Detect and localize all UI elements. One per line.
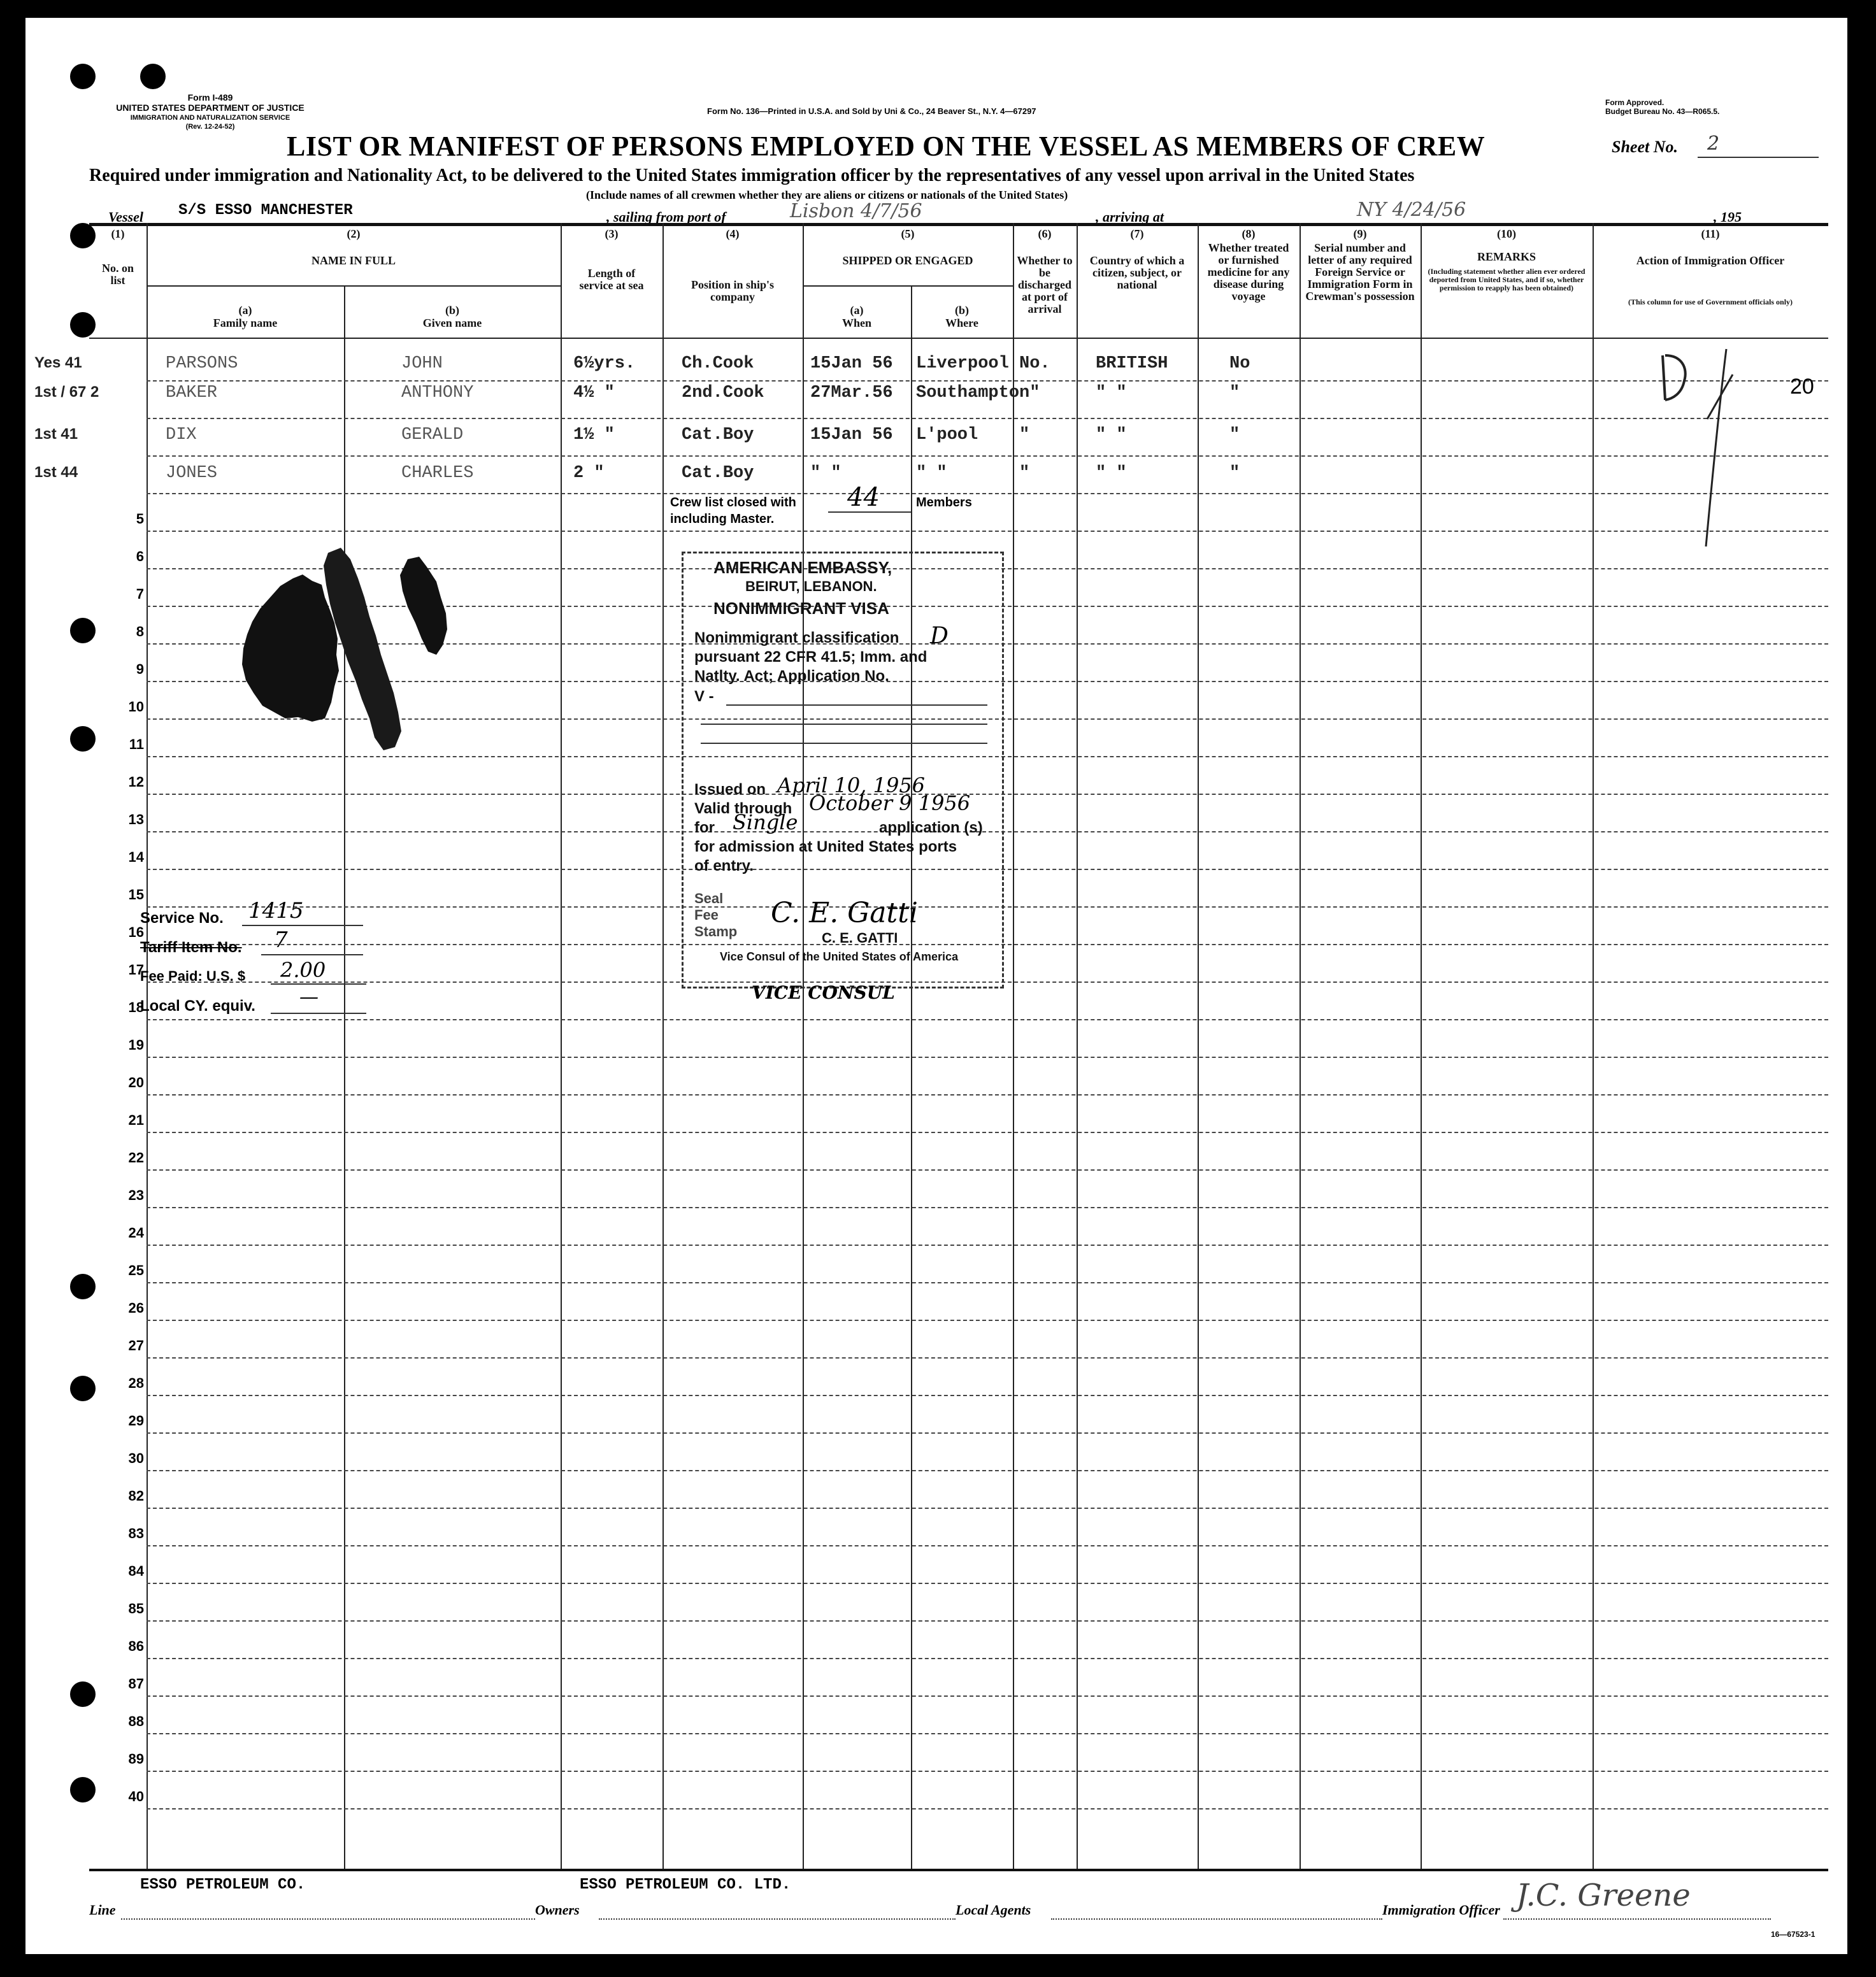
col5a-num: (a) — [850, 304, 864, 317]
col-line-5 — [1013, 223, 1014, 1869]
officer-check-mark — [1656, 336, 1784, 566]
arriving-label: , arriving at — [1096, 209, 1164, 225]
col7-label: Country of which a citizen, subject, or national — [1089, 254, 1185, 291]
crew-country: " " — [1096, 383, 1127, 403]
col5b-label: Where — [945, 317, 978, 329]
row-line — [147, 1545, 1828, 1546]
vessel-name: S/S ESSO MANCHESTER — [178, 202, 353, 219]
crew-closed-label: Crew list closed with — [670, 496, 796, 510]
row-line — [147, 1019, 1828, 1020]
row-line — [147, 1320, 1828, 1321]
row-line — [147, 418, 1828, 419]
crew-shipped-when: " " — [810, 464, 841, 483]
vice-consul-mark: VICE CONSUL — [752, 982, 895, 1003]
row-line — [147, 1733, 1828, 1734]
col6-label: Whether to be discharged at port of arrival — [1017, 254, 1073, 315]
row-line — [147, 1282, 1828, 1283]
crew-service-length: 1½ " — [573, 425, 615, 445]
owners-rule — [599, 1918, 956, 1920]
row-number: 14 — [128, 849, 144, 865]
crew-family-name: DIX — [166, 425, 197, 445]
row-line — [147, 455, 1828, 457]
crew-prefix: 1st 44 — [34, 464, 78, 481]
line-value: ESSO PETROLEUM CO. — [140, 1876, 306, 1894]
col11-note: (This column for use of Government officials only) — [1628, 297, 1793, 306]
agents-rule — [1051, 1918, 1382, 1920]
fee-paid-label: Fee Paid: U.S. $ — [140, 968, 246, 984]
col-line-8 — [1300, 223, 1301, 1869]
fee-paid-value: 2.00 — [280, 958, 326, 982]
binder-hole — [140, 64, 166, 89]
col-line-10 — [1593, 223, 1594, 1869]
row-number: 82 — [128, 1488, 144, 1504]
crew-shipped-when: 27Mar.56 — [810, 383, 893, 403]
binder-hole — [70, 1681, 96, 1707]
col2b-label: Given name — [422, 317, 482, 329]
row-number: 5 — [136, 511, 144, 527]
col-line-1 — [147, 223, 148, 1869]
col5a-label: When — [841, 317, 871, 329]
crew-given-name: ANTHONY — [401, 383, 474, 403]
row-line — [147, 1169, 1828, 1171]
col-line-5a — [911, 285, 912, 1869]
stamp-embassy: AMERICAN EMBASSY, — [713, 558, 892, 577]
subtitle: Required under immigration and Nationality Act, to be delivered to the United States immigration officer by the representatives of any vessel upon arrival in the United States — [89, 166, 1415, 185]
sheet-line — [1698, 157, 1819, 158]
row-line — [147, 1395, 1828, 1396]
stamp-visa: NONIMMIGRANT VISA — [713, 599, 889, 618]
arriving-port: NY 4/24/56 — [1357, 199, 1466, 221]
col1-label: No. on list — [101, 262, 134, 287]
col-line-9 — [1421, 223, 1422, 1869]
page-title: LIST OR MANIFEST OF PERSONS EMPLOYED ON THE VESSEL AS MEMBERS OF CREW — [287, 131, 1486, 162]
col6-num: (6) — [1038, 227, 1052, 240]
col4-num: (4) — [726, 227, 740, 240]
stamp-classification-label: Nonimmigrant classification — [694, 629, 899, 646]
crew-prefix: 1st 41 — [34, 425, 78, 443]
department-name: UNITED STATES DEPARTMENT OF JUSTICE — [116, 103, 304, 113]
row-line — [147, 1094, 1828, 1096]
form-code: 16—67523-1 — [1771, 1930, 1815, 1939]
crew-service-length: 4½ " — [573, 383, 615, 403]
crew-closed-line — [828, 511, 911, 513]
crew-closed-value: 44 — [847, 483, 880, 512]
row-number: 25 — [128, 1262, 144, 1278]
crew-discharge: " — [1019, 464, 1030, 483]
row-number: 26 — [128, 1300, 144, 1316]
col3-num: (3) — [605, 227, 619, 240]
col10-label: REMARKS — [1477, 250, 1536, 263]
row-line — [147, 1357, 1828, 1359]
stamp-line-3 — [701, 743, 987, 744]
row-number: 12 — [128, 774, 144, 790]
tariff-value: 7 — [274, 927, 288, 953]
stamp-seal: Seal — [694, 890, 724, 906]
officer-signature: J.C. Greene — [1516, 1878, 1691, 1913]
budget-bureau: Budget Bureau No. 43—R065.5. — [1605, 107, 1720, 116]
row-line — [147, 1508, 1828, 1509]
binder-hole — [70, 726, 96, 752]
binder-hole — [70, 223, 96, 248]
crew-shipped-when: 15Jan 56 — [810, 425, 893, 445]
stamp-natlty: Natlty. Act; Application No. — [694, 667, 889, 685]
row-line — [147, 1695, 1828, 1697]
crew-family-name: PARSONS — [166, 354, 238, 373]
row-number: 19 — [128, 1037, 144, 1053]
crew-prefix: Yes 41 — [34, 354, 82, 371]
crew-shipped-where: Liverpool — [916, 354, 1009, 373]
service-name: IMMIGRATION AND NATURALIZATION SERVICE — [130, 114, 290, 122]
crew-position: Cat.Boy — [682, 425, 754, 445]
local-cy-label: Local CY. equiv. — [140, 997, 255, 1015]
crew-given-name: CHARLES — [401, 464, 474, 483]
crew-service-length: 2 " — [573, 464, 605, 483]
binder-hole — [70, 1376, 96, 1401]
table-bottom-border — [89, 1869, 1828, 1871]
row-number: 40 — [128, 1788, 144, 1804]
revision-date: (Rev. 12-24-52) — [185, 123, 235, 131]
stamp-entry: of entry. — [694, 857, 754, 874]
row-number: 21 — [128, 1112, 144, 1128]
row-number: 87 — [128, 1676, 144, 1692]
table-top-border — [89, 223, 1828, 226]
crew-given-name: GERALD — [401, 425, 464, 445]
col5-num: (5) — [901, 227, 915, 240]
stamp-valid-value: October 9 1956 — [809, 791, 971, 815]
col2a-label: Family name — [213, 317, 278, 329]
stamp-admission: for admission at United States ports — [694, 838, 957, 855]
stamp-for-value: Single — [733, 810, 798, 834]
row-line — [147, 1432, 1828, 1434]
row-number: 29 — [128, 1413, 144, 1429]
stamp-fee: Fee — [694, 907, 719, 923]
crew-country: " " — [1096, 464, 1127, 483]
col1-num: (1) — [111, 227, 125, 240]
col-line-2 — [561, 223, 562, 1869]
row-line — [147, 1245, 1828, 1246]
service-no-value: 1415 — [248, 898, 304, 924]
stamp-line-1 — [726, 704, 987, 706]
row-number: 84 — [128, 1563, 144, 1579]
stamp-consul-name: C. E. GATTI — [822, 930, 898, 946]
crew-discharge: No. — [1019, 354, 1050, 373]
row-number: 88 — [128, 1713, 144, 1729]
col9-label: Serial number and letter of any required Foreign Service or Immigration Form in Crewman's possession — [1305, 241, 1415, 303]
col3-label: Length of service at sea — [579, 267, 644, 292]
row-number: 28 — [128, 1375, 144, 1391]
crew-shipped-where: " " — [916, 464, 947, 483]
stamp-line-2 — [701, 724, 987, 725]
col5b-num: (b) — [955, 304, 969, 317]
stamp-classification-value: D — [930, 623, 949, 649]
row-number: 15 — [128, 887, 144, 903]
col2-num: (2) — [347, 227, 361, 240]
printer-line: Form No. 136—Printed in U.S.A. and Sold by Uni & Co., 24 Beaver St., N.Y. 4—67297 — [707, 106, 1036, 116]
tariff-label: Tariff Item No. — [140, 939, 242, 956]
row-line — [147, 1808, 1828, 1809]
crew-closed-members: Members — [916, 496, 972, 510]
redaction-blots — [217, 527, 497, 808]
sailing-label: , sailing from port of — [606, 209, 726, 225]
col11-num: (11) — [1701, 227, 1720, 240]
col-line-7 — [1198, 223, 1199, 1869]
binder-hole — [70, 1274, 96, 1299]
stamp-valid-label: Valid through — [694, 800, 792, 817]
crew-treated: No — [1229, 354, 1250, 373]
row-number: 17 — [128, 962, 144, 978]
crew-treated: " — [1229, 383, 1240, 403]
crew-position: Cat.Boy — [682, 464, 754, 483]
col10-note: (Including statement whether alien ever ordered deported from United States, and if so, whether permission to reapply has been obtained) — [1428, 267, 1586, 292]
col4-label: Position in ship's company — [691, 278, 775, 303]
row-number: 6 — [136, 548, 144, 564]
crew-position: Ch.Cook — [682, 354, 754, 373]
row-number: 9 — [136, 661, 144, 677]
col8-num: (8) — [1242, 227, 1256, 240]
row-number: 7 — [136, 586, 144, 602]
crew-family-name: JONES — [166, 464, 218, 483]
row-line — [147, 493, 1828, 494]
side-mark: 20 — [1790, 375, 1814, 399]
officer-label: Immigration Officer — [1382, 1902, 1500, 1918]
row-number: 23 — [128, 1187, 144, 1203]
stamp-application: application (s) — [879, 819, 983, 836]
row-line — [147, 1132, 1828, 1133]
row-line — [147, 1658, 1828, 1659]
stamp-stamp: Stamp — [694, 924, 738, 939]
consul-signature: C. E. Gatti — [771, 897, 918, 929]
vessel-label: Vessel — [108, 209, 143, 225]
row-number: 11 — [129, 736, 144, 752]
subnote: (Include names of all crewmen whether they are aliens or citizens or nationals of the United States) — [586, 189, 1068, 201]
stamp-issued-value: April 10, 1956 — [777, 773, 926, 797]
crew-given-name: JOHN — [401, 354, 443, 373]
form-number: Form I-489 — [187, 92, 233, 103]
form-approved: Form Approved. — [1605, 98, 1665, 107]
row-line — [147, 1620, 1828, 1622]
row-number: 85 — [128, 1601, 144, 1617]
agents-label: Local Agents — [956, 1902, 1031, 1918]
crew-closed-including: including Master. — [670, 512, 775, 526]
crew-treated: " — [1229, 464, 1240, 483]
col-line-3 — [662, 223, 664, 1869]
stamp-pursuant: pursuant 22 CFR 41.5; Imm. and — [694, 648, 927, 666]
tariff-line — [261, 954, 363, 955]
row-number: 27 — [128, 1338, 144, 1353]
row-number: 86 — [128, 1638, 144, 1654]
crew-treated: " — [1229, 425, 1240, 445]
row-number: 18 — [128, 999, 144, 1015]
col2a-num: (a) — [238, 304, 252, 317]
year-label: , 195 — [1714, 209, 1742, 225]
crew-shipped-where: Southampton" — [916, 383, 1040, 403]
row-number: 89 — [128, 1751, 144, 1767]
crew-position: 2nd.Cook — [682, 383, 764, 403]
col8-label: Whether treated or furnished medicine for any disease during voyage — [1207, 241, 1290, 303]
row-number: 83 — [128, 1525, 144, 1541]
row-number: 30 — [128, 1450, 144, 1466]
row-line — [147, 1470, 1828, 1471]
col9-num: (9) — [1353, 227, 1367, 240]
sailing-port: Lisbon 4/7/56 — [790, 200, 922, 222]
row-number: 10 — [128, 699, 144, 715]
binder-hole — [70, 64, 96, 89]
row-line — [147, 1057, 1828, 1058]
crew-country: BRITISH — [1096, 354, 1168, 373]
crew-service-length: 6½yrs. — [573, 354, 636, 373]
name-subhead-line — [147, 285, 561, 287]
owners-label: Owners — [535, 1902, 580, 1918]
col5-label: SHIPPED OR ENGAGED — [842, 254, 973, 267]
col-line-2a — [344, 285, 345, 1869]
binder-hole — [70, 1777, 96, 1802]
officer-mark-text — [1656, 349, 1657, 350]
crew-shipped-where: L'pool — [916, 425, 978, 445]
col2b-num: (b) — [445, 304, 459, 317]
row-number: 24 — [128, 1225, 144, 1241]
sheet-value: 2 — [1707, 132, 1720, 155]
row-number: 20 — [128, 1074, 144, 1090]
crew-family-name: BAKER — [166, 383, 218, 403]
row-number: 13 — [128, 811, 144, 827]
col7-num: (7) — [1130, 227, 1144, 240]
row-number: 8 — [136, 624, 144, 639]
stamp-v: V - — [694, 688, 714, 705]
fee-paid-line — [271, 983, 366, 985]
owners-value: ESSO PETROLEUM CO. LTD. — [580, 1876, 791, 1894]
col10-num: (10) — [1497, 227, 1516, 240]
line-label: Line — [89, 1902, 116, 1918]
line-rule — [121, 1918, 535, 1920]
col-line-6 — [1077, 223, 1078, 1869]
table-header-border — [89, 338, 1828, 339]
service-no-line — [242, 925, 363, 926]
row-line — [147, 1583, 1828, 1584]
row-line — [147, 380, 1828, 382]
crew-shipped-when: 15Jan 56 — [810, 354, 893, 373]
officer-rule — [1503, 1918, 1771, 1920]
service-no-label: Service No. — [140, 910, 224, 927]
sheet-label: Sheet No. — [1612, 138, 1678, 156]
stamp-consul-title: Vice Consul of the United States of America — [720, 950, 959, 963]
shipped-subhead-line — [803, 285, 1013, 287]
col2-label: NAME IN FULL — [311, 254, 396, 267]
row-line — [147, 1771, 1828, 1772]
crew-country: " " — [1096, 425, 1127, 445]
local-cy-line — [271, 1013, 366, 1014]
col-line-4 — [803, 223, 804, 1869]
row-number: 22 — [128, 1150, 144, 1166]
binder-hole — [70, 618, 96, 643]
row-number: 16 — [128, 924, 144, 940]
crew-prefix: 1st / 67 2 — [34, 383, 99, 401]
row-line — [147, 1207, 1828, 1208]
local-cy-value: — — [299, 986, 319, 1008]
crew-discharge: " — [1019, 425, 1030, 445]
col11-label: Action of Immigration Officer — [1636, 254, 1785, 267]
binder-hole — [70, 312, 96, 338]
manifest-page — [25, 18, 1847, 1954]
stamp-issued-label: Issued on — [694, 781, 766, 798]
stamp-city: BEIRUT, LEBANON. — [745, 578, 877, 594]
stamp-for-label: for — [694, 819, 715, 836]
